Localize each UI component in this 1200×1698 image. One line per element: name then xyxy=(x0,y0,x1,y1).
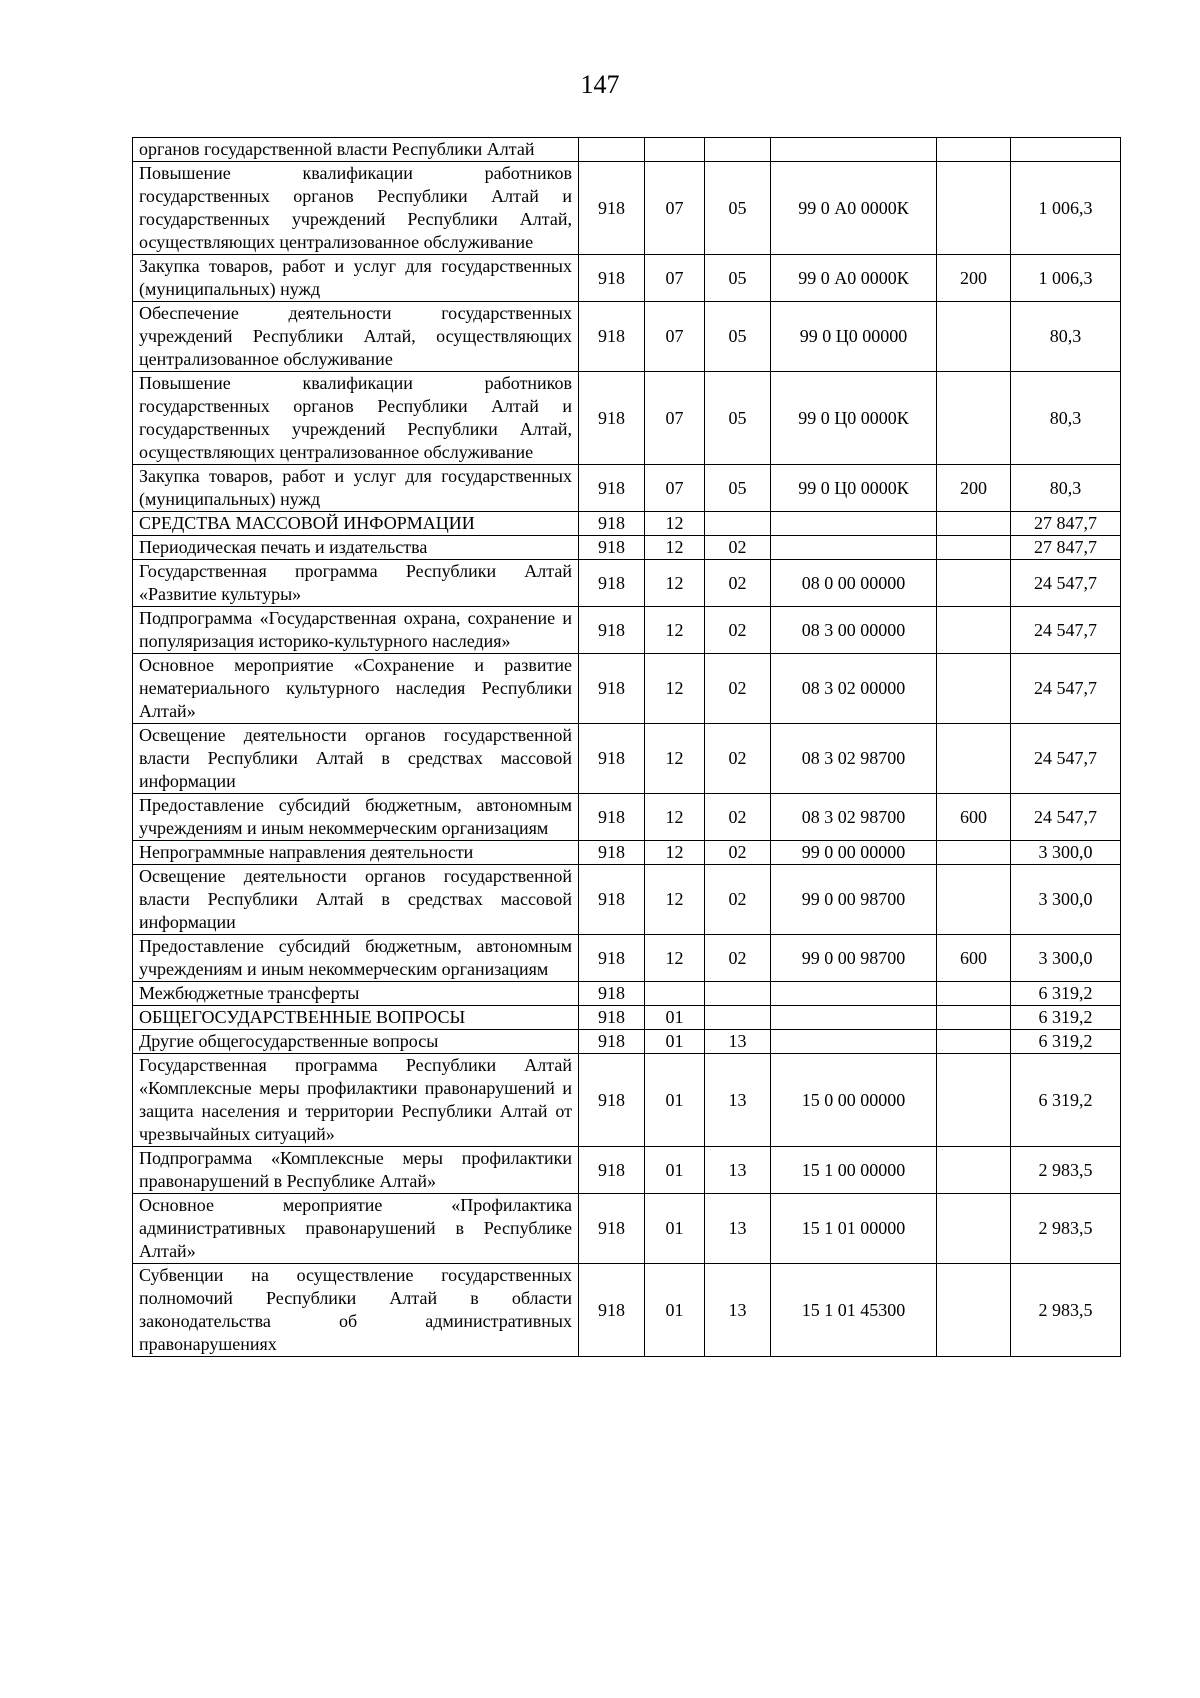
table-row xyxy=(133,560,1121,607)
row-csr-cell: 08 3 02 98700 xyxy=(771,724,937,794)
row-vr-cell xyxy=(937,1006,1011,1030)
row-sum-cell: 24 547,7 xyxy=(1011,794,1121,841)
table-row xyxy=(133,302,1121,372)
table-row xyxy=(133,465,1121,512)
row-rz-cell: 12 xyxy=(645,560,705,607)
page-number: 147 xyxy=(580,70,620,99)
table-row xyxy=(133,536,1121,560)
row-vr-cell xyxy=(937,1054,1011,1147)
row-csr-cell: 08 3 02 98700 xyxy=(771,794,937,841)
row-csr-cell xyxy=(771,982,937,1006)
row-pr-cell: 02 xyxy=(705,865,771,935)
row-rz-cell: 01 xyxy=(645,1006,705,1030)
row-csr-cell: 99 0 00 98700 xyxy=(771,935,937,982)
row-name-cell: Основное мероприятие «Сохранение и развитие нематериального культурного наследия Республики Алтай» xyxy=(133,654,579,724)
row-sum-cell: 24 547,7 xyxy=(1011,560,1121,607)
row-ved-cell: 918 xyxy=(579,794,645,841)
row-csr-cell: 99 0 Ц0 0000К xyxy=(771,465,937,512)
row-rz-cell: 01 xyxy=(645,1264,705,1357)
row-sum-cell: 24 547,7 xyxy=(1011,607,1121,654)
table-row xyxy=(133,841,1121,865)
row-vr-cell xyxy=(937,1147,1011,1194)
row-rz-cell: 07 xyxy=(645,162,705,255)
table-row xyxy=(133,162,1121,255)
row-rz-cell: 07 xyxy=(645,302,705,372)
row-name-cell: ОБЩЕГОСУДАРСТВЕННЫЕ ВОПРОСЫ xyxy=(133,1006,579,1030)
row-sum-cell: 2 983,5 xyxy=(1011,1264,1121,1357)
row-vr-cell xyxy=(937,302,1011,372)
row-csr-cell: 99 0 00 00000 xyxy=(771,841,937,865)
row-csr-cell: 15 1 01 45300 xyxy=(771,1264,937,1357)
row-csr-cell: 08 3 02 00000 xyxy=(771,654,937,724)
row-vr-cell: 600 xyxy=(937,794,1011,841)
table-row xyxy=(133,1030,1121,1054)
row-pr-cell: 13 xyxy=(705,1264,771,1357)
row-sum-cell: 27 847,7 xyxy=(1011,536,1121,560)
row-ved-cell: 918 xyxy=(579,302,645,372)
row-rz-cell: 12 xyxy=(645,935,705,982)
row-vr-cell xyxy=(937,1030,1011,1054)
row-name-cell: Освещение деятельности органов государственной власти Республики Алтай в средствах массовой информации xyxy=(133,724,579,794)
row-csr-cell xyxy=(771,1006,937,1030)
table-row xyxy=(133,982,1121,1006)
row-rz-cell: 07 xyxy=(645,372,705,465)
row-vr-cell xyxy=(937,536,1011,560)
row-csr-cell xyxy=(771,1030,937,1054)
row-pr-cell: 05 xyxy=(705,255,771,302)
row-csr-cell: 99 0 00 98700 xyxy=(771,865,937,935)
row-sum-cell: 24 547,7 xyxy=(1011,724,1121,794)
row-name-cell: Освещение деятельности органов государственной власти Республики Алтай в средствах массовой информации xyxy=(133,865,579,935)
row-name-cell: Обеспечение деятельности государственных учреждений Республики Алтай, осуществляющих централизованное обслуживание xyxy=(133,302,579,372)
row-pr-cell: 02 xyxy=(705,654,771,724)
table-row xyxy=(133,1006,1121,1030)
row-sum-cell: 2 983,5 xyxy=(1011,1147,1121,1194)
table-row xyxy=(133,935,1121,982)
row-rz-cell: 12 xyxy=(645,841,705,865)
row-name-cell: Закупка товаров, работ и услуг для государственных (муниципальных) нужд xyxy=(133,465,579,512)
table-row xyxy=(133,1054,1121,1147)
row-csr-cell: 99 0 Ц0 00000 xyxy=(771,302,937,372)
row-pr-cell: 05 xyxy=(705,372,771,465)
row-ved-cell: 918 xyxy=(579,162,645,255)
row-pr-cell xyxy=(705,1006,771,1030)
row-vr-cell: 200 xyxy=(937,465,1011,512)
row-sum-cell: 24 547,7 xyxy=(1011,654,1121,724)
row-name-cell: Подпрограмма «Комплексные меры профилактики правонарушений в Республике Алтай» xyxy=(133,1147,579,1194)
row-pr-cell: 02 xyxy=(705,536,771,560)
row-name-cell: Основное мероприятие «Профилактика административных правонарушений в Республике Алтай» xyxy=(133,1194,579,1264)
row-vr-cell: 200 xyxy=(937,255,1011,302)
row-csr-cell xyxy=(771,536,937,560)
row-rz-cell: 07 xyxy=(645,255,705,302)
row-pr-cell: 13 xyxy=(705,1054,771,1147)
row-vr-cell xyxy=(937,560,1011,607)
row-sum-cell: 1 006,3 xyxy=(1011,162,1121,255)
row-name-cell: Периодическая печать и издательства xyxy=(133,536,579,560)
row-name-cell: Субвенции на осуществление государственных полномочий Республики Алтай в области законодательства об административных правонарушениях xyxy=(133,1264,579,1357)
row-name-cell: Закупка товаров, работ и услуг для государственных (муниципальных) нужд xyxy=(133,255,579,302)
row-vr-cell: 600 xyxy=(937,935,1011,982)
row-sum-cell: 1 006,3 xyxy=(1011,255,1121,302)
row-ved-cell: 918 xyxy=(579,560,645,607)
row-pr-cell: 02 xyxy=(705,607,771,654)
table-row xyxy=(133,255,1121,302)
row-pr-cell: 02 xyxy=(705,560,771,607)
row-sum-cell: 3 300,0 xyxy=(1011,865,1121,935)
row-name-cell: Повышение квалификации работников государственных органов Республики Алтай и государственных учреждений Республики Алтай, осуществляющих централизованное обслуживание xyxy=(133,372,579,465)
row-rz-cell: 01 xyxy=(645,1030,705,1054)
row-csr-cell: 99 0 А0 0000К xyxy=(771,162,937,255)
table-row xyxy=(133,794,1121,841)
row-rz-cell xyxy=(645,138,705,162)
row-name-cell: Подпрограмма «Государственная охрана, сохранение и популяризация историко-культурного наследия» xyxy=(133,607,579,654)
table-row xyxy=(133,1147,1121,1194)
row-rz-cell: 01 xyxy=(645,1054,705,1147)
row-csr-cell: 99 0 Ц0 0000К xyxy=(771,372,937,465)
table-row xyxy=(133,607,1121,654)
row-name-cell: Непрограммные направления деятельности xyxy=(133,841,579,865)
row-rz-cell: 12 xyxy=(645,512,705,536)
row-csr-cell xyxy=(771,138,937,162)
row-ved-cell: 918 xyxy=(579,372,645,465)
row-ved-cell: 918 xyxy=(579,536,645,560)
row-sum-cell: 6 319,2 xyxy=(1011,982,1121,1006)
table-row xyxy=(133,372,1121,465)
row-name-cell: СРЕДСТВА МАССОВОЙ ИНФОРМАЦИИ xyxy=(133,512,579,536)
row-sum-cell: 6 319,2 xyxy=(1011,1006,1121,1030)
row-ved-cell: 918 xyxy=(579,654,645,724)
row-ved-cell xyxy=(579,138,645,162)
row-sum-cell: 80,3 xyxy=(1011,465,1121,512)
row-vr-cell xyxy=(937,724,1011,794)
row-name-cell: Повышение квалификации работников государственных органов Республики Алтай и государственных учреждений Республики Алтай, осуществляющих централизованное обслуживание xyxy=(133,162,579,255)
row-csr-cell: 15 1 00 00000 xyxy=(771,1147,937,1194)
row-sum-cell: 2 983,5 xyxy=(1011,1194,1121,1264)
row-ved-cell: 918 xyxy=(579,607,645,654)
row-csr-cell: 08 0 00 00000 xyxy=(771,560,937,607)
table-row xyxy=(133,724,1121,794)
row-vr-cell xyxy=(937,1194,1011,1264)
row-ved-cell: 918 xyxy=(579,724,645,794)
row-pr-cell: 02 xyxy=(705,724,771,794)
row-vr-cell xyxy=(937,982,1011,1006)
budget-table-body xyxy=(133,138,1121,1357)
row-vr-cell xyxy=(937,841,1011,865)
row-ved-cell: 918 xyxy=(579,512,645,536)
row-name-cell: Предоставление субсидий бюджетным, автономным учреждениям и иным некоммерческим организациям xyxy=(133,794,579,841)
row-sum-cell: 6 319,2 xyxy=(1011,1054,1121,1147)
row-sum-cell: 27 847,7 xyxy=(1011,512,1121,536)
row-rz-cell: 12 xyxy=(645,536,705,560)
row-rz-cell xyxy=(645,982,705,1006)
row-pr-cell: 05 xyxy=(705,302,771,372)
row-name-cell: Государственная программа Республики Алтай «Комплексные меры профилактики правонарушений и защита населения и территории Республики Алтай от чрезвычайных ситуаций» xyxy=(133,1054,579,1147)
row-rz-cell: 12 xyxy=(645,724,705,794)
row-pr-cell: 02 xyxy=(705,794,771,841)
row-ved-cell: 918 xyxy=(579,982,645,1006)
row-name-cell: органов государственной власти Республики Алтай xyxy=(133,138,579,162)
row-vr-cell xyxy=(937,865,1011,935)
row-csr-cell: 15 0 00 00000 xyxy=(771,1054,937,1147)
row-ved-cell: 918 xyxy=(579,841,645,865)
row-rz-cell: 01 xyxy=(645,1147,705,1194)
row-ved-cell: 918 xyxy=(579,465,645,512)
row-rz-cell: 12 xyxy=(645,865,705,935)
row-name-cell: Государственная программа Республики Алтай «Развитие культуры» xyxy=(133,560,579,607)
row-ved-cell: 918 xyxy=(579,1054,645,1147)
row-ved-cell: 918 xyxy=(579,255,645,302)
row-name-cell: Предоставление субсидий бюджетным, автономным учреждениям и иным некоммерческим организациям xyxy=(133,935,579,982)
row-sum-cell: 3 300,0 xyxy=(1011,935,1121,982)
row-ved-cell: 918 xyxy=(579,935,645,982)
row-pr-cell: 13 xyxy=(705,1147,771,1194)
row-vr-cell xyxy=(937,372,1011,465)
row-pr-cell: 05 xyxy=(705,162,771,255)
row-rz-cell: 01 xyxy=(645,1194,705,1264)
row-sum-cell xyxy=(1011,138,1121,162)
row-pr-cell xyxy=(705,512,771,536)
table-row xyxy=(133,138,1121,162)
row-vr-cell xyxy=(937,654,1011,724)
row-ved-cell: 918 xyxy=(579,1194,645,1264)
row-csr-cell xyxy=(771,512,937,536)
table-row xyxy=(133,512,1121,536)
row-name-cell: Межбюджетные трансферты xyxy=(133,982,579,1006)
row-rz-cell: 12 xyxy=(645,654,705,724)
row-pr-cell xyxy=(705,138,771,162)
row-sum-cell: 6 319,2 xyxy=(1011,1030,1121,1054)
row-ved-cell: 918 xyxy=(579,1006,645,1030)
row-pr-cell: 13 xyxy=(705,1194,771,1264)
row-vr-cell xyxy=(937,1264,1011,1357)
row-vr-cell xyxy=(937,607,1011,654)
row-ved-cell: 918 xyxy=(579,1147,645,1194)
row-pr-cell: 02 xyxy=(705,935,771,982)
row-pr-cell: 02 xyxy=(705,841,771,865)
table-row xyxy=(133,1194,1121,1264)
row-sum-cell: 80,3 xyxy=(1011,372,1121,465)
row-csr-cell: 99 0 А0 0000К xyxy=(771,255,937,302)
table-row xyxy=(133,1264,1121,1357)
row-pr-cell: 05 xyxy=(705,465,771,512)
row-rz-cell: 07 xyxy=(645,465,705,512)
row-csr-cell: 08 3 00 00000 xyxy=(771,607,937,654)
row-ved-cell: 918 xyxy=(579,865,645,935)
row-rz-cell: 12 xyxy=(645,794,705,841)
row-vr-cell xyxy=(937,138,1011,162)
table-row xyxy=(133,865,1121,935)
row-pr-cell: 13 xyxy=(705,1030,771,1054)
row-name-cell: Другие общегосударственные вопросы xyxy=(133,1030,579,1054)
row-ved-cell: 918 xyxy=(579,1030,645,1054)
row-csr-cell: 15 1 01 00000 xyxy=(771,1194,937,1264)
table-row xyxy=(133,654,1121,724)
row-vr-cell xyxy=(937,512,1011,536)
budget-table xyxy=(132,137,1121,1357)
row-pr-cell xyxy=(705,982,771,1006)
row-sum-cell: 3 300,0 xyxy=(1011,841,1121,865)
row-ved-cell: 918 xyxy=(579,1264,645,1357)
row-vr-cell xyxy=(937,162,1011,255)
row-rz-cell: 12 xyxy=(645,607,705,654)
row-sum-cell: 80,3 xyxy=(1011,302,1121,372)
